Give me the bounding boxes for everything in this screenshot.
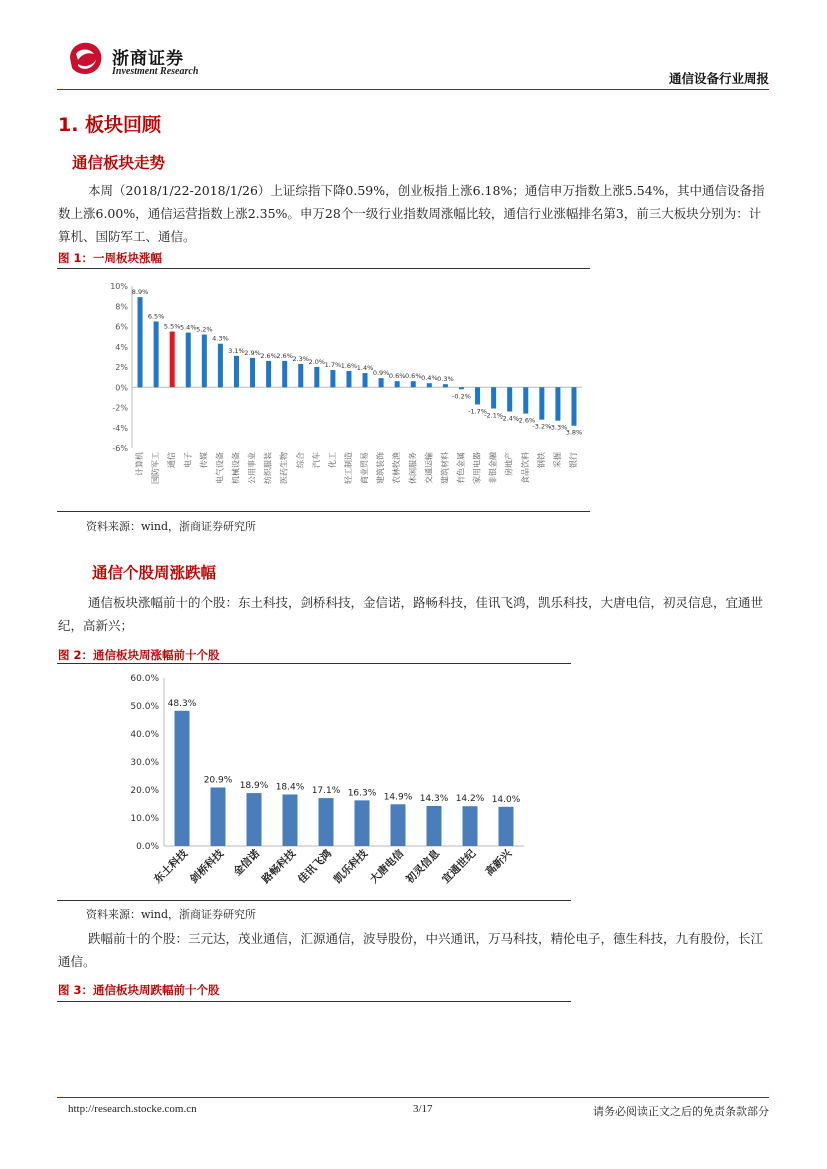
x-tick-label: 钢铁 — [536, 452, 546, 468]
figure1-source: 资料来源：wind，浙商证券研究所 — [86, 520, 257, 533]
paragraph-sector-review: 本周（2018/1/22-2018/1/26）上证综指下降0.59%，创业板指上涨6.18%；通信申万指数上涨5.54%，其中通信设备指数上涨6.00%，通信运营指数上涨2.35%。申万28个一级行业指数周涨幅比较，通信行业涨幅排名第3，前三大板块分别为：计算机、国防军工、通信。 — [58, 183, 765, 244]
figure2-top-rule — [57, 663, 571, 664]
data-label: 2.6% — [260, 351, 277, 360]
data-label: 3.8% — [565, 428, 583, 437]
data-label: -0.2% — [452, 392, 471, 401]
data-label: 18.4% — [275, 782, 305, 793]
bar — [186, 333, 191, 388]
bar — [202, 335, 207, 388]
brand-tagline: Investment Research — [112, 66, 199, 77]
x-tick-label: 剑桥科技 — [187, 847, 227, 886]
x-tick-label: 国防军工 — [151, 452, 161, 484]
bar — [319, 798, 334, 846]
y-tick-label: 30.0% — [130, 758, 159, 768]
x-tick-label: 传媒 — [199, 452, 209, 468]
data-label: -3.3% — [548, 423, 568, 432]
data-label: 0.3% — [437, 375, 454, 384]
bar — [154, 321, 159, 387]
footer-divider — [57, 1097, 769, 1098]
bar — [211, 787, 226, 846]
x-tick-label: 银行 — [568, 452, 578, 468]
figure2-bottom-rule — [57, 900, 571, 901]
x-tick-label: 金信诺 — [231, 847, 263, 879]
sector-weekly-change-chart — [80, 276, 600, 508]
bar — [355, 800, 370, 846]
x-tick-label: 路畅科技 — [259, 847, 299, 886]
data-label: 48.3% — [167, 698, 197, 709]
x-tick-label: 商业贸易 — [360, 452, 370, 484]
bar — [443, 384, 448, 387]
footer-url[interactable]: http://research.stocke.com.cn — [68, 1103, 197, 1115]
data-label: 5.4% — [179, 323, 197, 332]
data-label: 4.3% — [212, 334, 229, 343]
x-tick-label: 东土科技 — [151, 847, 191, 886]
x-tick-label: 公用事业 — [247, 452, 257, 484]
top-gainers-chart — [118, 670, 538, 898]
data-label: 0.9% — [372, 369, 390, 378]
figure2-source: 资料来源：wind，浙商证券研究所 — [86, 908, 257, 921]
bar — [247, 793, 262, 846]
y-tick-label: 0.0% — [136, 842, 159, 852]
y-tick-label: 50.0% — [130, 702, 159, 712]
x-tick-label: 休闲服务 — [408, 452, 418, 484]
bar — [266, 361, 271, 387]
report-title: 通信设备行业周报 — [668, 71, 769, 86]
bar — [463, 806, 478, 846]
paragraph-top-gainers: 通信板块涨幅前十的个股：东土科技，剑桥科技，金信诺，路畅科技，佳讯飞鸿，凯乐科技，大唐电信，初灵信息，宜通世纪，高新兴； — [58, 595, 764, 633]
subsection-title-sector: 通信板块走势 — [72, 154, 166, 172]
x-tick-label: 非银金融 — [488, 452, 498, 484]
figure1-title: 图 1：一周板块涨幅 — [58, 251, 163, 265]
y-tick-label: 10.0% — [130, 814, 159, 824]
bar — [523, 387, 528, 413]
data-label: 2.9% — [244, 348, 261, 357]
bar — [459, 387, 464, 389]
paragraph-top-losers: 跌幅前十的个股：三元达，茂业通信，汇源通信，波导股份，中兴通讯，万马科技，精伦电子，德生科技，九有股份，长江通信。 — [58, 931, 764, 969]
bar — [314, 367, 319, 387]
figure2-title: 图 2：通信板块周涨幅前十个股 — [58, 648, 220, 662]
brand-logo-icon — [66, 40, 106, 76]
data-label: 14.9% — [383, 792, 413, 803]
disclaimer-note: 请务必阅读正文之后的免责条款部分 — [593, 1105, 769, 1118]
bar — [379, 378, 384, 387]
bar — [170, 332, 175, 388]
y-tick-label: -2% — [112, 403, 128, 413]
figure3-title: 图 3：通信板块周跌幅前十个股 — [58, 983, 220, 997]
y-tick-label: -6% — [112, 444, 128, 453]
section-title: 1. 板块回顾 — [58, 114, 162, 136]
data-label: 5.2% — [196, 325, 213, 334]
brand-name: 浙商证券 — [112, 49, 184, 69]
x-tick-label: 轻工制造 — [343, 452, 353, 484]
data-label: -2.4% — [500, 414, 520, 423]
bar — [491, 387, 496, 408]
x-tick-label: 电子 — [183, 452, 193, 468]
page-number: 3/17 — [413, 1103, 433, 1115]
x-tick-label: 宜通世纪 — [439, 847, 479, 886]
x-tick-label: 初灵信息 — [403, 847, 443, 886]
bar — [330, 370, 335, 387]
data-label: 1.4% — [356, 364, 374, 373]
bar — [298, 364, 303, 387]
bar — [250, 358, 255, 387]
bar — [555, 387, 560, 420]
bar — [391, 804, 406, 846]
bar — [234, 356, 239, 387]
data-label: 2.0% — [308, 358, 326, 366]
data-label: 5.5% — [163, 322, 181, 331]
x-tick-label: 采掘 — [552, 452, 562, 468]
data-label: 0.6% — [388, 372, 406, 381]
y-tick-label: 4% — [115, 342, 128, 352]
y-tick-label: 20.0% — [130, 786, 159, 796]
bar — [499, 807, 514, 846]
x-tick-label: 医药生物 — [279, 452, 289, 484]
bar — [346, 371, 351, 387]
bar — [507, 387, 512, 411]
x-tick-label: 通信 — [167, 452, 177, 468]
x-tick-label: 大唐电信 — [367, 847, 407, 886]
x-tick-label: 建筑装饰 — [376, 452, 386, 484]
bar — [395, 381, 400, 387]
bar — [283, 794, 298, 846]
y-tick-label: -4% — [112, 423, 128, 433]
y-tick-label: 40.0% — [130, 730, 159, 740]
header-divider — [57, 89, 769, 90]
bar — [175, 711, 190, 846]
data-label: 2.3% — [292, 354, 310, 363]
x-tick-label: 有色金属 — [456, 452, 466, 484]
data-label: -2.6% — [516, 416, 536, 425]
x-tick-label: 农林牧渔 — [392, 452, 402, 484]
figure1-bottom-rule — [57, 511, 590, 512]
data-label: 14.3% — [419, 793, 449, 804]
data-label: 1.7% — [324, 361, 342, 370]
y-tick-label: 60.0% — [130, 674, 159, 684]
x-tick-label: 综合 — [295, 452, 305, 468]
data-label: 14.2% — [455, 794, 485, 805]
data-label: 3.1% — [228, 346, 245, 355]
data-label: -1.7% — [468, 407, 487, 416]
y-tick-label: 8% — [115, 302, 128, 312]
x-tick-label: 化工 — [327, 452, 337, 468]
bar — [138, 297, 143, 387]
bar — [571, 387, 576, 425]
x-tick-label: 机械设备 — [231, 452, 241, 484]
data-label: 20.9% — [203, 775, 233, 786]
bar — [427, 806, 442, 846]
x-tick-label: 汽车 — [311, 452, 321, 468]
figure1-top-rule — [57, 268, 590, 269]
data-label: 14.0% — [491, 794, 521, 805]
x-tick-label: 凯乐科技 — [331, 847, 371, 886]
data-label: 2.6% — [276, 351, 293, 360]
bar — [427, 383, 432, 387]
bar — [411, 381, 416, 387]
y-tick-label: 10% — [110, 282, 128, 291]
x-tick-label: 计算机 — [135, 452, 145, 476]
data-label: 0.4% — [421, 374, 438, 383]
data-label: 8.9% — [131, 288, 149, 297]
data-label: 17.1% — [311, 786, 341, 797]
bar — [218, 344, 223, 388]
x-tick-label: 食品饮料 — [520, 452, 530, 484]
x-tick-label: 电气设备 — [215, 452, 225, 484]
y-tick-label: 0% — [115, 383, 128, 393]
x-tick-label: 房地产 — [504, 452, 514, 476]
data-label: 0.6% — [404, 372, 422, 381]
x-tick-label: 纺织服装 — [263, 452, 273, 484]
x-tick-label: 佳讯飞鸿 — [295, 847, 335, 886]
data-label: 6.5% — [147, 312, 165, 321]
data-label: 1.6% — [340, 362, 358, 371]
x-tick-label: 建筑材料 — [440, 452, 450, 484]
subsection-title-stocks: 通信个股周涨跌幅 — [92, 564, 217, 582]
x-tick-label: 家用电器 — [472, 452, 482, 484]
bar — [282, 361, 287, 387]
bar — [475, 387, 480, 404]
x-tick-label: 交通运输 — [424, 452, 434, 484]
y-tick-label: 6% — [115, 322, 128, 332]
figure3-top-rule — [57, 1001, 571, 1002]
bar — [363, 373, 368, 387]
bar — [539, 387, 544, 419]
data-label: -3.2% — [532, 422, 552, 431]
x-tick-label: 高新兴 — [483, 847, 515, 879]
y-tick-label: 2% — [115, 363, 128, 372]
data-label: 16.3% — [347, 788, 377, 799]
data-label: 18.9% — [239, 781, 269, 792]
data-label: -2.1% — [484, 411, 504, 420]
